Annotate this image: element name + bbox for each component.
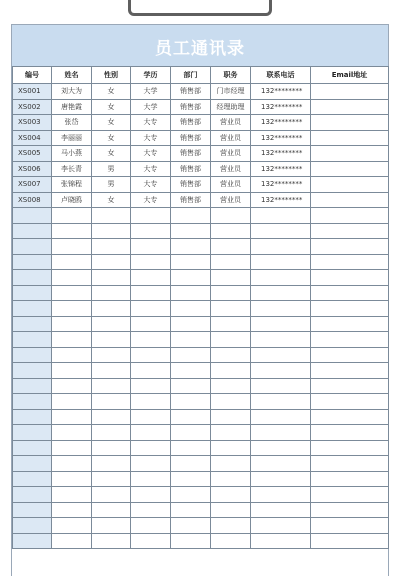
empty-cell xyxy=(251,316,311,332)
empty-row xyxy=(13,347,389,363)
cell-education: 大学 xyxy=(131,99,171,115)
empty-cell xyxy=(171,425,211,441)
empty-cell xyxy=(211,409,251,425)
cell-education: 大专 xyxy=(131,130,171,146)
empty-cell xyxy=(13,316,52,332)
empty-cell xyxy=(251,471,311,487)
empty-cell xyxy=(171,440,211,456)
empty-cell xyxy=(131,425,171,441)
empty-cell xyxy=(211,332,251,348)
empty-cell xyxy=(311,223,389,239)
empty-cell xyxy=(52,440,92,456)
empty-cell xyxy=(251,285,311,301)
cell-email xyxy=(311,146,389,162)
empty-cell xyxy=(52,456,92,472)
empty-cell xyxy=(131,533,171,549)
cell-name: 刘大为 xyxy=(52,84,92,100)
empty-cell xyxy=(131,440,171,456)
cell-email xyxy=(311,161,389,177)
empty-cell xyxy=(92,378,131,394)
empty-cell xyxy=(13,440,52,456)
empty-cell xyxy=(211,518,251,534)
empty-cell xyxy=(251,363,311,379)
empty-cell xyxy=(52,285,92,301)
cell-id: XS004 xyxy=(13,130,52,146)
empty-cell xyxy=(52,487,92,503)
empty-cell xyxy=(311,518,389,534)
empty-cell xyxy=(171,239,211,255)
empty-cell xyxy=(13,223,52,239)
empty-row xyxy=(13,487,389,503)
cell-phone: 132******** xyxy=(251,130,311,146)
empty-cell xyxy=(171,502,211,518)
empty-cell xyxy=(52,378,92,394)
header-education: 学历 xyxy=(131,67,171,84)
empty-cell xyxy=(92,301,131,317)
empty-cell xyxy=(171,518,211,534)
empty-cell xyxy=(211,456,251,472)
cell-id: XS007 xyxy=(13,177,52,193)
empty-cell xyxy=(13,239,52,255)
empty-cell xyxy=(131,301,171,317)
cell-department: 销售部 xyxy=(171,84,211,100)
empty-row xyxy=(13,456,389,472)
empty-cell xyxy=(52,239,92,255)
cell-id: XS005 xyxy=(13,146,52,162)
empty-cell xyxy=(171,301,211,317)
empty-cell xyxy=(92,502,131,518)
table-row xyxy=(13,146,389,162)
empty-cell xyxy=(13,471,52,487)
cell-name: 张锦程 xyxy=(52,177,92,193)
empty-cell xyxy=(131,332,171,348)
header-id: 编号 xyxy=(13,67,52,84)
cell-education: 大专 xyxy=(131,161,171,177)
empty-cell xyxy=(131,285,171,301)
cell-phone: 132******** xyxy=(251,146,311,162)
table-row xyxy=(13,177,389,193)
empty-row xyxy=(13,270,389,286)
cell-gender: 女 xyxy=(92,130,131,146)
cell-gender: 女 xyxy=(92,146,131,162)
cell-id: XS002 xyxy=(13,99,52,115)
empty-cell xyxy=(251,301,311,317)
empty-cell xyxy=(211,440,251,456)
cell-department: 销售部 xyxy=(171,130,211,146)
table-body xyxy=(13,84,389,549)
cell-email xyxy=(311,115,389,131)
empty-cell xyxy=(52,363,92,379)
empty-cell xyxy=(52,394,92,410)
cell-phone: 132******** xyxy=(251,161,311,177)
empty-cell xyxy=(131,254,171,270)
empty-cell xyxy=(171,285,211,301)
empty-cell xyxy=(92,394,131,410)
empty-cell xyxy=(311,347,389,363)
empty-cell xyxy=(251,254,311,270)
empty-cell xyxy=(251,425,311,441)
empty-cell xyxy=(92,533,131,549)
empty-cell xyxy=(52,471,92,487)
cell-email xyxy=(311,192,389,208)
empty-cell xyxy=(311,316,389,332)
empty-cell xyxy=(171,394,211,410)
header-phone: 联系电话 xyxy=(251,67,311,84)
cell-position: 营业员 xyxy=(211,146,251,162)
empty-cell xyxy=(92,440,131,456)
empty-row xyxy=(13,316,389,332)
empty-row xyxy=(13,533,389,549)
empty-cell xyxy=(13,270,52,286)
empty-cell xyxy=(171,378,211,394)
empty-cell xyxy=(131,363,171,379)
empty-cell xyxy=(211,471,251,487)
cell-department: 销售部 xyxy=(171,161,211,177)
empty-cell xyxy=(171,471,211,487)
empty-cell xyxy=(52,208,92,224)
empty-cell xyxy=(311,363,389,379)
header-gender: 性别 xyxy=(92,67,131,84)
empty-cell xyxy=(251,487,311,503)
empty-row xyxy=(13,208,389,224)
empty-cell xyxy=(311,456,389,472)
cell-id: XS006 xyxy=(13,161,52,177)
empty-cell xyxy=(311,502,389,518)
header-name: 姓名 xyxy=(52,67,92,84)
cell-position: 营业员 xyxy=(211,192,251,208)
table-row xyxy=(13,130,389,146)
empty-cell xyxy=(171,208,211,224)
empty-row xyxy=(13,425,389,441)
cell-name: 马小燕 xyxy=(52,146,92,162)
empty-cell xyxy=(13,533,52,549)
empty-cell xyxy=(52,425,92,441)
empty-cell xyxy=(131,378,171,394)
empty-cell xyxy=(131,270,171,286)
cell-gender: 女 xyxy=(92,192,131,208)
empty-cell xyxy=(211,347,251,363)
empty-cell xyxy=(171,270,211,286)
cell-gender: 女 xyxy=(92,99,131,115)
empty-cell xyxy=(311,533,389,549)
empty-cell xyxy=(311,332,389,348)
empty-cell xyxy=(171,487,211,503)
empty-cell xyxy=(171,223,211,239)
cell-email xyxy=(311,177,389,193)
empty-cell xyxy=(211,270,251,286)
empty-cell xyxy=(171,533,211,549)
empty-cell xyxy=(52,254,92,270)
empty-row xyxy=(13,378,389,394)
cell-position: 营业员 xyxy=(211,177,251,193)
empty-cell xyxy=(52,533,92,549)
cell-gender: 男 xyxy=(92,161,131,177)
empty-cell xyxy=(52,518,92,534)
cell-position: 经理助理 xyxy=(211,99,251,115)
empty-cell xyxy=(13,409,52,425)
empty-row xyxy=(13,301,389,317)
cell-phone: 132******** xyxy=(251,192,311,208)
empty-row xyxy=(13,223,389,239)
empty-cell xyxy=(211,239,251,255)
empty-cell xyxy=(131,239,171,255)
empty-cell xyxy=(131,394,171,410)
header-email: Email地址 xyxy=(311,67,389,84)
empty-row xyxy=(13,409,389,425)
empty-cell xyxy=(251,347,311,363)
empty-cell xyxy=(52,332,92,348)
empty-cell xyxy=(311,487,389,503)
empty-cell xyxy=(171,363,211,379)
empty-cell xyxy=(92,270,131,286)
empty-cell xyxy=(171,254,211,270)
cell-education: 大专 xyxy=(131,146,171,162)
empty-cell xyxy=(13,487,52,503)
empty-cell xyxy=(131,208,171,224)
empty-cell xyxy=(131,471,171,487)
empty-cell xyxy=(171,316,211,332)
empty-row xyxy=(13,239,389,255)
empty-cell xyxy=(92,254,131,270)
empty-cell xyxy=(131,223,171,239)
cell-gender: 女 xyxy=(92,115,131,131)
empty-cell xyxy=(52,270,92,286)
table-row xyxy=(13,192,389,208)
empty-cell xyxy=(131,409,171,425)
cell-email xyxy=(311,84,389,100)
table-row xyxy=(13,84,389,100)
empty-cell xyxy=(92,456,131,472)
empty-cell xyxy=(251,456,311,472)
cell-name: 张岱 xyxy=(52,115,92,131)
cell-name: 唐艳霞 xyxy=(52,99,92,115)
empty-cell xyxy=(251,394,311,410)
empty-cell xyxy=(311,208,389,224)
empty-cell xyxy=(311,254,389,270)
empty-row xyxy=(13,440,389,456)
cell-education: 大专 xyxy=(131,177,171,193)
empty-cell xyxy=(211,533,251,549)
empty-cell xyxy=(13,394,52,410)
empty-cell xyxy=(92,409,131,425)
empty-cell xyxy=(13,378,52,394)
empty-cell xyxy=(13,518,52,534)
empty-cell xyxy=(131,487,171,503)
empty-cell xyxy=(131,316,171,332)
empty-cell xyxy=(92,518,131,534)
cell-department: 销售部 xyxy=(171,99,211,115)
cell-email xyxy=(311,130,389,146)
empty-row xyxy=(13,471,389,487)
cell-education: 大专 xyxy=(131,115,171,131)
empty-cell xyxy=(251,223,311,239)
empty-cell xyxy=(311,471,389,487)
empty-cell xyxy=(211,378,251,394)
empty-cell xyxy=(311,239,389,255)
empty-cell xyxy=(131,502,171,518)
empty-cell xyxy=(92,347,131,363)
empty-cell xyxy=(13,363,52,379)
cell-id: XS003 xyxy=(13,115,52,131)
empty-cell xyxy=(311,378,389,394)
cell-phone: 132******** xyxy=(251,115,311,131)
cell-gender: 男 xyxy=(92,177,131,193)
cell-department: 销售部 xyxy=(171,115,211,131)
empty-cell xyxy=(13,208,52,224)
table-row xyxy=(13,115,389,131)
empty-cell xyxy=(52,502,92,518)
empty-cell xyxy=(171,456,211,472)
empty-row xyxy=(13,254,389,270)
empty-cell xyxy=(171,332,211,348)
empty-cell xyxy=(251,409,311,425)
empty-row xyxy=(13,332,389,348)
empty-cell xyxy=(211,208,251,224)
empty-cell xyxy=(52,409,92,425)
empty-cell xyxy=(13,425,52,441)
empty-cell xyxy=(92,239,131,255)
empty-cell xyxy=(131,347,171,363)
empty-cell xyxy=(251,502,311,518)
empty-cell xyxy=(211,301,251,317)
empty-cell xyxy=(92,208,131,224)
cell-department: 销售部 xyxy=(171,146,211,162)
empty-cell xyxy=(52,301,92,317)
table-row xyxy=(13,161,389,177)
employee-table xyxy=(12,66,389,549)
empty-cell xyxy=(131,518,171,534)
cell-id: XS008 xyxy=(13,192,52,208)
empty-cell xyxy=(131,456,171,472)
empty-cell xyxy=(92,471,131,487)
empty-cell xyxy=(311,394,389,410)
empty-row xyxy=(13,363,389,379)
empty-cell xyxy=(92,285,131,301)
empty-cell xyxy=(311,425,389,441)
empty-cell xyxy=(13,332,52,348)
cell-email xyxy=(311,99,389,115)
empty-cell xyxy=(311,409,389,425)
empty-cell xyxy=(311,301,389,317)
empty-cell xyxy=(92,332,131,348)
empty-cell xyxy=(251,533,311,549)
empty-cell xyxy=(13,285,52,301)
cell-position: 门市经理 xyxy=(211,84,251,100)
header-row xyxy=(13,67,389,84)
cell-department: 销售部 xyxy=(171,177,211,193)
empty-cell xyxy=(311,270,389,286)
cell-phone: 132******** xyxy=(251,177,311,193)
empty-cell xyxy=(211,363,251,379)
cell-name: 卢晓鸥 xyxy=(52,192,92,208)
empty-cell xyxy=(92,487,131,503)
empty-row xyxy=(13,285,389,301)
empty-cell xyxy=(211,285,251,301)
empty-cell xyxy=(13,502,52,518)
empty-cell xyxy=(311,440,389,456)
empty-cell xyxy=(251,332,311,348)
cell-phone: 132******** xyxy=(251,84,311,100)
empty-cell xyxy=(211,487,251,503)
empty-cell xyxy=(13,254,52,270)
cell-department: 销售部 xyxy=(171,192,211,208)
cell-position: 营业员 xyxy=(211,161,251,177)
page-title: 员工通讯录 xyxy=(155,39,245,59)
cell-phone: 132******** xyxy=(251,99,311,115)
empty-cell xyxy=(251,239,311,255)
empty-cell xyxy=(251,270,311,286)
cell-position: 营业员 xyxy=(211,115,251,131)
empty-cell xyxy=(171,347,211,363)
cell-education: 大专 xyxy=(131,192,171,208)
empty-cell xyxy=(92,223,131,239)
empty-cell xyxy=(211,425,251,441)
empty-row xyxy=(13,518,389,534)
cell-id: XS001 xyxy=(13,84,52,100)
header-department: 部门 xyxy=(171,67,211,84)
cell-position: 营业员 xyxy=(211,130,251,146)
empty-cell xyxy=(211,254,251,270)
empty-cell xyxy=(92,316,131,332)
empty-cell xyxy=(171,409,211,425)
cell-gender: 女 xyxy=(92,84,131,100)
directory-sheet xyxy=(11,24,389,576)
empty-cell xyxy=(52,223,92,239)
empty-cell xyxy=(211,316,251,332)
table-row xyxy=(13,99,389,115)
clipboard-clip xyxy=(128,0,272,16)
empty-row xyxy=(13,394,389,410)
title-banner xyxy=(12,24,388,66)
empty-cell xyxy=(13,347,52,363)
empty-cell xyxy=(92,363,131,379)
empty-cell xyxy=(211,502,251,518)
empty-cell xyxy=(311,285,389,301)
empty-cell xyxy=(251,208,311,224)
empty-cell xyxy=(13,456,52,472)
empty-cell xyxy=(211,394,251,410)
cell-education: 大学 xyxy=(131,84,171,100)
empty-cell xyxy=(52,347,92,363)
header-position: 职务 xyxy=(211,67,251,84)
empty-cell xyxy=(92,425,131,441)
cell-name: 李丽丽 xyxy=(52,130,92,146)
empty-cell xyxy=(52,316,92,332)
empty-cell xyxy=(251,440,311,456)
empty-row xyxy=(13,502,389,518)
empty-cell xyxy=(251,378,311,394)
cell-name: 李长青 xyxy=(52,161,92,177)
empty-cell xyxy=(251,518,311,534)
empty-cell xyxy=(13,301,52,317)
empty-cell xyxy=(211,223,251,239)
